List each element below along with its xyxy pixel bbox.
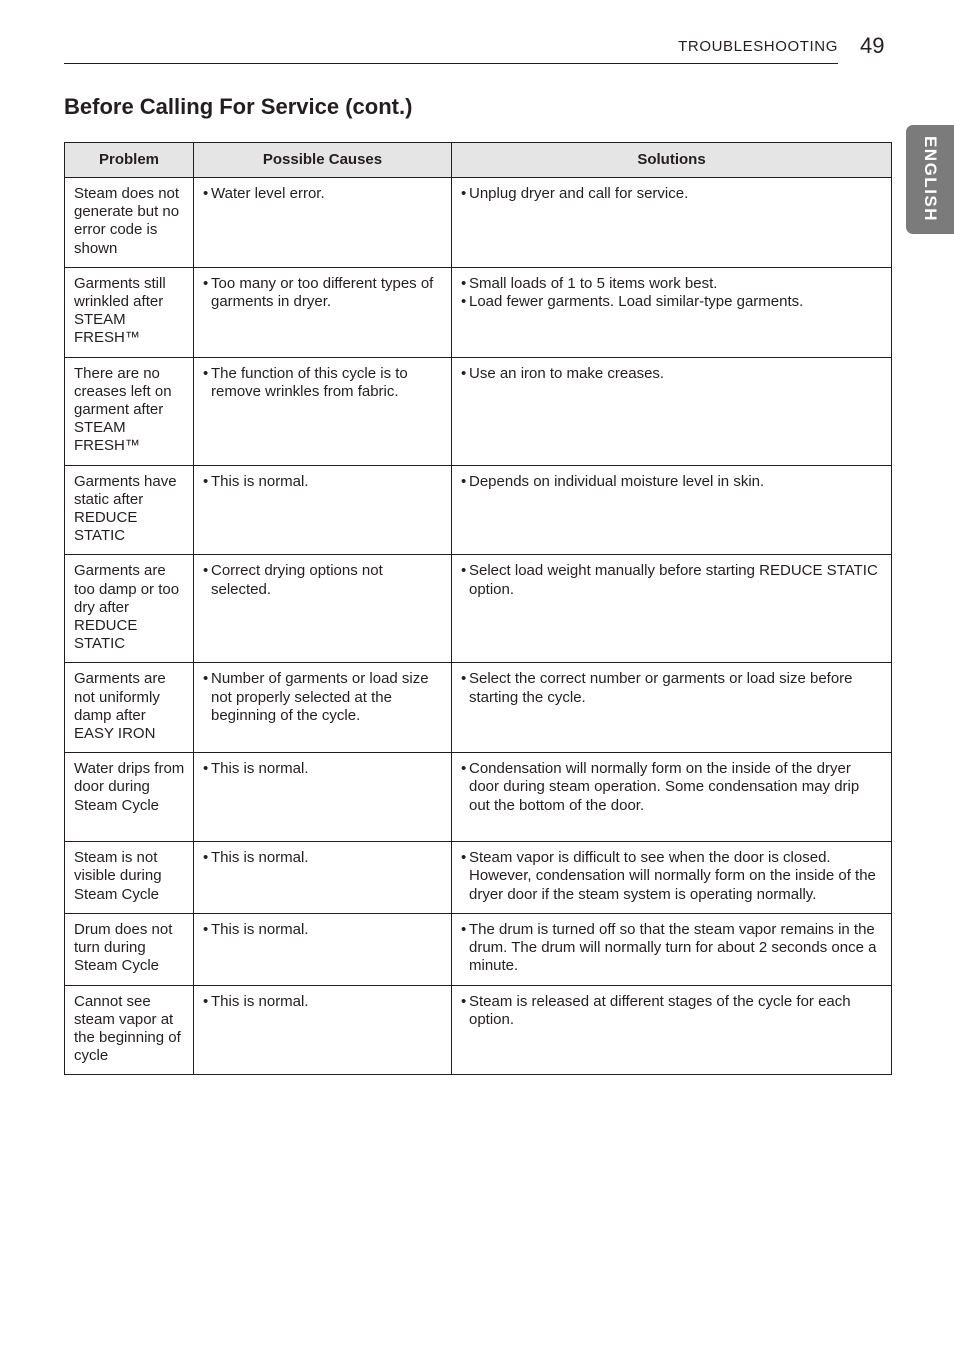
problem-cell: There are no creases left on garment after STEAM FRESH™: [65, 357, 194, 465]
causes-cell: [194, 985, 452, 1075]
table-row: [65, 555, 892, 663]
solution-item: • Select the correct number or garments or load size before starting the cycle.: [461, 670, 883, 706]
table-row: [65, 465, 892, 555]
solution-item: • The drum is turned off so that the steam vapor remains in the drum. The drum will normally turn for about 2 seconds once a minute.: [461, 921, 883, 976]
solutions-cell: [452, 753, 892, 842]
cause-item: • This is normal.: [203, 849, 443, 867]
column-header-solutions: Solutions: [452, 143, 892, 178]
problem-cell: Steam is not visible during Steam Cycle: [65, 842, 194, 914]
solutions-cell: [452, 842, 892, 914]
solution-item: • Condensation will normally form on the inside of the dryer door during steam operation. Some condensation may drip out the bottom of the door.: [461, 760, 883, 815]
cause-item: • Number of garments or load size not properly selected at the beginning of the cycle.: [203, 670, 443, 725]
problem-cell: Water drips from door during Steam Cycle: [65, 753, 194, 842]
problem-cell: Garments still wrinkled after STEAM FRESH™: [65, 267, 194, 357]
language-tab: [906, 125, 954, 234]
table-header-row: [65, 143, 892, 178]
troubleshooting-table: [64, 142, 892, 1075]
solutions-cell: [452, 985, 892, 1075]
solution-item: • Use an iron to make creases.: [461, 365, 883, 383]
cause-item: • This is normal.: [203, 921, 443, 939]
causes-cell: [194, 753, 452, 842]
cause-item: • This is normal.: [203, 473, 443, 491]
cause-item: • This is normal.: [203, 993, 443, 1011]
causes-cell: [194, 663, 452, 753]
solutions-cell: [452, 178, 892, 268]
solution-item: • Steam is released at different stages of the cycle for each option.: [461, 993, 883, 1029]
column-header-causes: Possible Causes: [194, 143, 452, 178]
solution-item: • Load fewer garments. Load similar-type garments.: [461, 293, 883, 311]
table-row: [65, 753, 892, 842]
language-tab-label: ENGLISH: [921, 135, 940, 223]
solutions-cell: [452, 555, 892, 663]
table-row: [65, 178, 892, 268]
solution-item: • Unplug dryer and call for service.: [461, 185, 883, 203]
header-divider: [64, 63, 838, 64]
table-row: [65, 663, 892, 753]
causes-cell: [194, 913, 452, 985]
solutions-cell: [452, 663, 892, 753]
causes-cell: [194, 267, 452, 357]
problem-cell: Garments are not uniformly damp after EASY IRON: [65, 663, 194, 753]
section-label: TROUBLESHOOTING: [678, 38, 838, 55]
cause-item: • Correct drying options not selected.: [203, 562, 443, 598]
problem-cell: Drum does not turn during Steam Cycle: [65, 913, 194, 985]
table-row: [65, 357, 892, 465]
solution-item: • Select load weight manually before starting REDUCE STATIC option.: [461, 562, 883, 598]
problem-cell: Garments have static after REDUCE STATIC: [65, 465, 194, 555]
solutions-cell: [452, 267, 892, 357]
solutions-cell: [452, 357, 892, 465]
causes-cell: [194, 357, 452, 465]
solution-item: • Depends on individual moisture level in skin.: [461, 473, 883, 491]
table-row: [65, 913, 892, 985]
problem-cell: Cannot see steam vapor at the beginning of cycle: [65, 985, 194, 1075]
cause-item: • This is normal.: [203, 760, 443, 778]
solution-item: • Steam vapor is difficult to see when the door is closed. However, condensation will normally form on the inside of the dryer door if the steam system is operating normally.: [461, 849, 883, 904]
cause-item: • Too many or too different types of garments in dryer.: [203, 275, 443, 311]
problem-cell: Steam does not generate but no error code is shown: [65, 178, 194, 268]
problem-cell: Garments are too damp or too dry after REDUCE STATIC: [65, 555, 194, 663]
column-header-problem: Problem: [65, 143, 194, 178]
page-title: Before Calling For Service (cont.): [64, 94, 413, 119]
causes-cell: [194, 465, 452, 555]
cause-item: • Water level error.: [203, 185, 443, 203]
cause-item: • The function of this cycle is to remove wrinkles from fabric.: [203, 365, 443, 401]
solution-item: • Small loads of 1 to 5 items work best.: [461, 275, 883, 293]
causes-cell: [194, 178, 452, 268]
causes-cell: [194, 555, 452, 663]
solutions-cell: [452, 913, 892, 985]
table-row: [65, 985, 892, 1075]
page-number: 49: [860, 33, 885, 58]
table-row: [65, 267, 892, 357]
causes-cell: [194, 842, 452, 914]
solutions-cell: [452, 465, 892, 555]
table-row: [65, 842, 892, 914]
